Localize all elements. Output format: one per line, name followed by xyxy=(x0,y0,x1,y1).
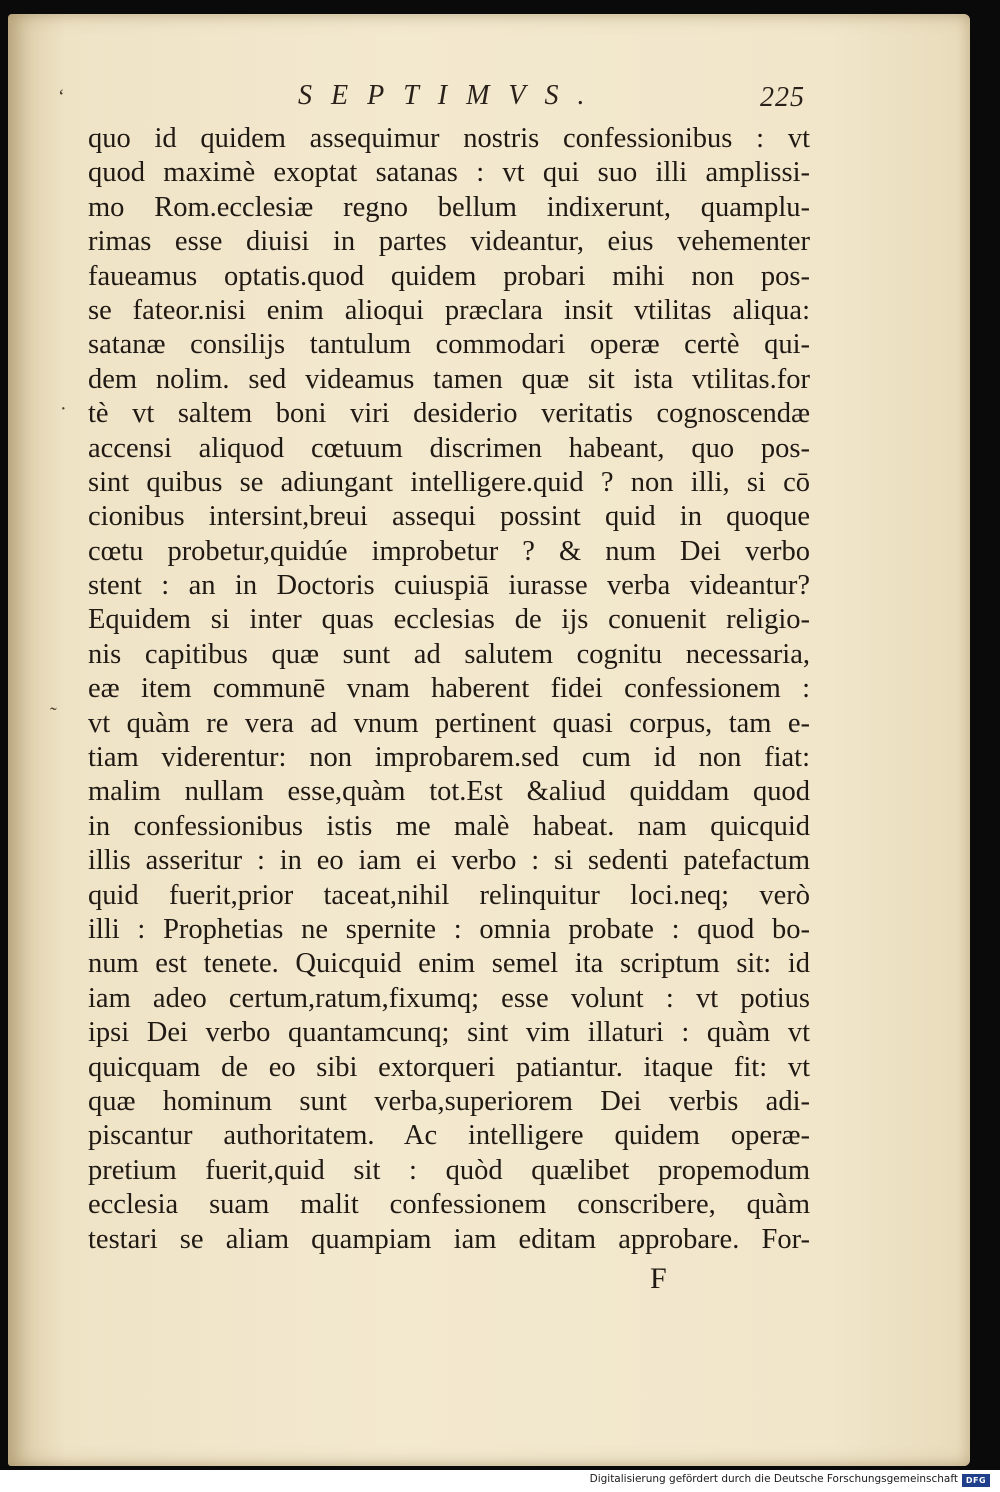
text-line: vt quàm re vera ad vnum pertinent quasi corpus, tam e- xyxy=(88,707,810,739)
text-line: num est tenete. Quicquid enim semel ita scriptum sit: id xyxy=(88,948,810,980)
page-number: 225 xyxy=(760,82,805,113)
signature-mark: F xyxy=(650,1262,667,1295)
text-line: nis capitibus quæ sunt ad salutem cognitu necessaria, xyxy=(88,638,810,670)
text-line: iam adeo certum,ratum,fixumq; esse volunt : vt potius xyxy=(88,982,810,1014)
text-line: se fateor.nisi enim alioqui præclara insit vtilitas aliqua: xyxy=(88,294,810,326)
book-page xyxy=(8,14,970,1466)
page-header xyxy=(8,80,970,120)
text-line: illi : Prophetias ne spernite : omnia probate : quod bo- xyxy=(88,913,810,945)
text-line: satanæ consilijs tantulum commodari operæ certè qui- xyxy=(88,329,810,361)
text-line: malim nullam esse,quàm tot.Est &aliud quiddam quod xyxy=(88,776,810,808)
text-line: Equidem si inter quas ecclesias de ijs conuenit religio- xyxy=(88,604,810,636)
text-line: piscantur authoritatem. Ac intelligere quidem operæ- xyxy=(88,1120,810,1152)
text-line: pretium fuerit,quid sit : quòd quælibet propemodum xyxy=(88,1154,810,1186)
text-line: tiam viderentur: non improbarem.sed cum id non fiat: xyxy=(88,742,810,774)
text-line: stent : an in Doctoris cuiuspiā iurasse verba videantur? xyxy=(88,570,810,602)
text-line: accensi aliquod cœtuum discrimen habeant, quo pos- xyxy=(88,432,810,464)
text-line: quid fuerit,prior taceat,nihil relinquitur loci.neq; verò xyxy=(88,879,810,911)
text-line: sint quibus se adiungant intelligere.quid ? non illi, si cō xyxy=(88,466,810,498)
margin-tick-mark: ˜ xyxy=(50,704,57,726)
text-line: dem nolim. sed videamus tamen quæ sit ista vtilitas.for xyxy=(88,363,810,395)
text-line: cœtu probetur,quidúe improbetur ? & num Dei verbo xyxy=(88,535,810,567)
text-line: eæ item communē vnam haberent fidei confessionem : xyxy=(88,673,810,705)
margin-dot-mark: · xyxy=(60,398,67,420)
dfg-logo-icon: DFG xyxy=(962,1474,990,1487)
running-head: SEPTIMVS. xyxy=(298,80,604,111)
text-line: cionibus intersint,breui assequi possint quid in quoque xyxy=(88,501,810,533)
text-line: quæ hominum sunt verba,superiorem Dei verbis adi- xyxy=(88,1085,810,1117)
text-line: quod maximè exoptat satanas : vt qui suo illi amplissi- xyxy=(88,157,810,189)
text-line: quicquam de eo sibi extorqueri patiantur. itaque fit: vt xyxy=(88,1051,810,1083)
text-line: illis asseritur : in eo iam ei verbo : si sedenti patefactum xyxy=(88,845,810,877)
funding-credit: Digitalisierung gefördert durch die Deutsche Forschungsgemeinschaft xyxy=(589,1473,958,1485)
text-line: testari se aliam quampiam iam editam approbare. For- xyxy=(88,1223,810,1255)
text-line: faueamus optatis.quod quidem probari mihi non pos- xyxy=(88,260,810,292)
text-line: mo Rom.ecclesiæ regno bellum indixerunt, quamplu- xyxy=(88,191,810,223)
digitization-footer xyxy=(0,1470,1000,1492)
text-line: rimas esse diuisi in partes videantur, eius vehementer xyxy=(88,226,810,258)
body-text xyxy=(88,122,810,1257)
text-line: tè vt saltem boni viri desiderio veritatis cognoscendæ xyxy=(88,398,810,430)
text-line: ipsi Dei verbo quantamcunq; sint vim illaturi : quàm vt xyxy=(88,1017,810,1049)
text-line: in confessionibus istis me malè habeat. nam quicquid xyxy=(88,810,810,842)
margin-tick-mark: ‘ xyxy=(58,86,65,108)
text-line: quo id quidem assequimur nostris confessionibus : vt xyxy=(88,123,810,154)
text-line: ecclesia suam malit confessionem conscribere, quàm xyxy=(88,1189,810,1221)
